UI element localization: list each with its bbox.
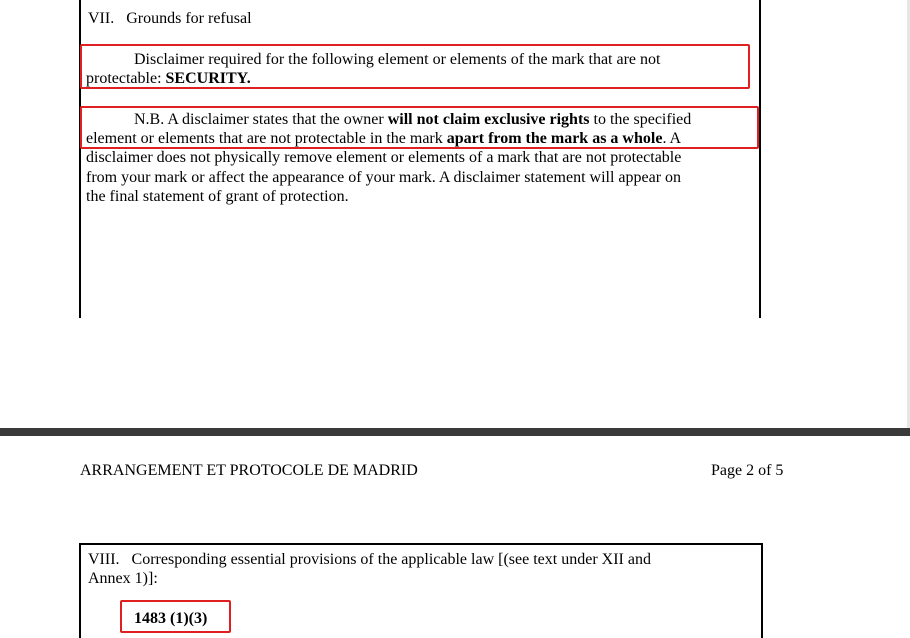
- highlight-box-provision: [120, 600, 231, 633]
- highlight-box-nb: [80, 106, 759, 149]
- nb-text-2a: element or elements that are not protectable in the mark: [86, 130, 447, 147]
- disclaimer-text-1: Disclaimer required for the following element or elements of the mark that are not: [134, 51, 661, 68]
- section-viii-number: VIII.: [88, 551, 120, 568]
- disclaimer-prefix: protectable:: [86, 70, 166, 87]
- highlight-box-disclaimer: [80, 44, 750, 89]
- section-viii-title-1: Corresponding essential provisions of the applicable law [(see text under XII and: [131, 551, 651, 568]
- section-viii-heading-line-2: Annex 1)]:: [88, 570, 158, 587]
- nb-bold-1: will not claim exclusive rights: [387, 111, 590, 128]
- nb-text-2b: . A: [662, 130, 682, 147]
- page-separator: [0, 428, 910, 436]
- nb-paragraph-line-4: from your mark or affect the appearance of your mark. A disclaimer statement will appear on: [86, 169, 682, 186]
- nb-paragraph-line-3: disclaimer does not physically remove element or elements of a mark that are not protectable: [86, 149, 682, 166]
- page-number: Page 2 of 5: [711, 462, 784, 479]
- nb-text-1b: to the specified: [589, 111, 692, 128]
- section-vii-heading: [88, 9, 252, 28]
- page-header-title: ARRANGEMENT ET PROTOCOLE DE MADRID: [80, 462, 418, 479]
- nb-bold-2: apart from the mark as a whole: [446, 130, 663, 147]
- provision-reference: 1483 (1)(3): [134, 610, 208, 627]
- section-vii-number: VII.: [88, 10, 115, 27]
- section-viii-heading-line-1: [88, 550, 651, 569]
- nb-text-1a: N.B. A disclaimer states that the owner: [134, 111, 388, 128]
- nb-paragraph-line-5: the final statement of grant of protection.: [86, 188, 349, 205]
- document-page-2: [0, 436, 910, 636]
- section-vii-title: Grounds for refusal: [126, 10, 252, 27]
- disclaimed-element: SECURITY.: [165, 70, 251, 87]
